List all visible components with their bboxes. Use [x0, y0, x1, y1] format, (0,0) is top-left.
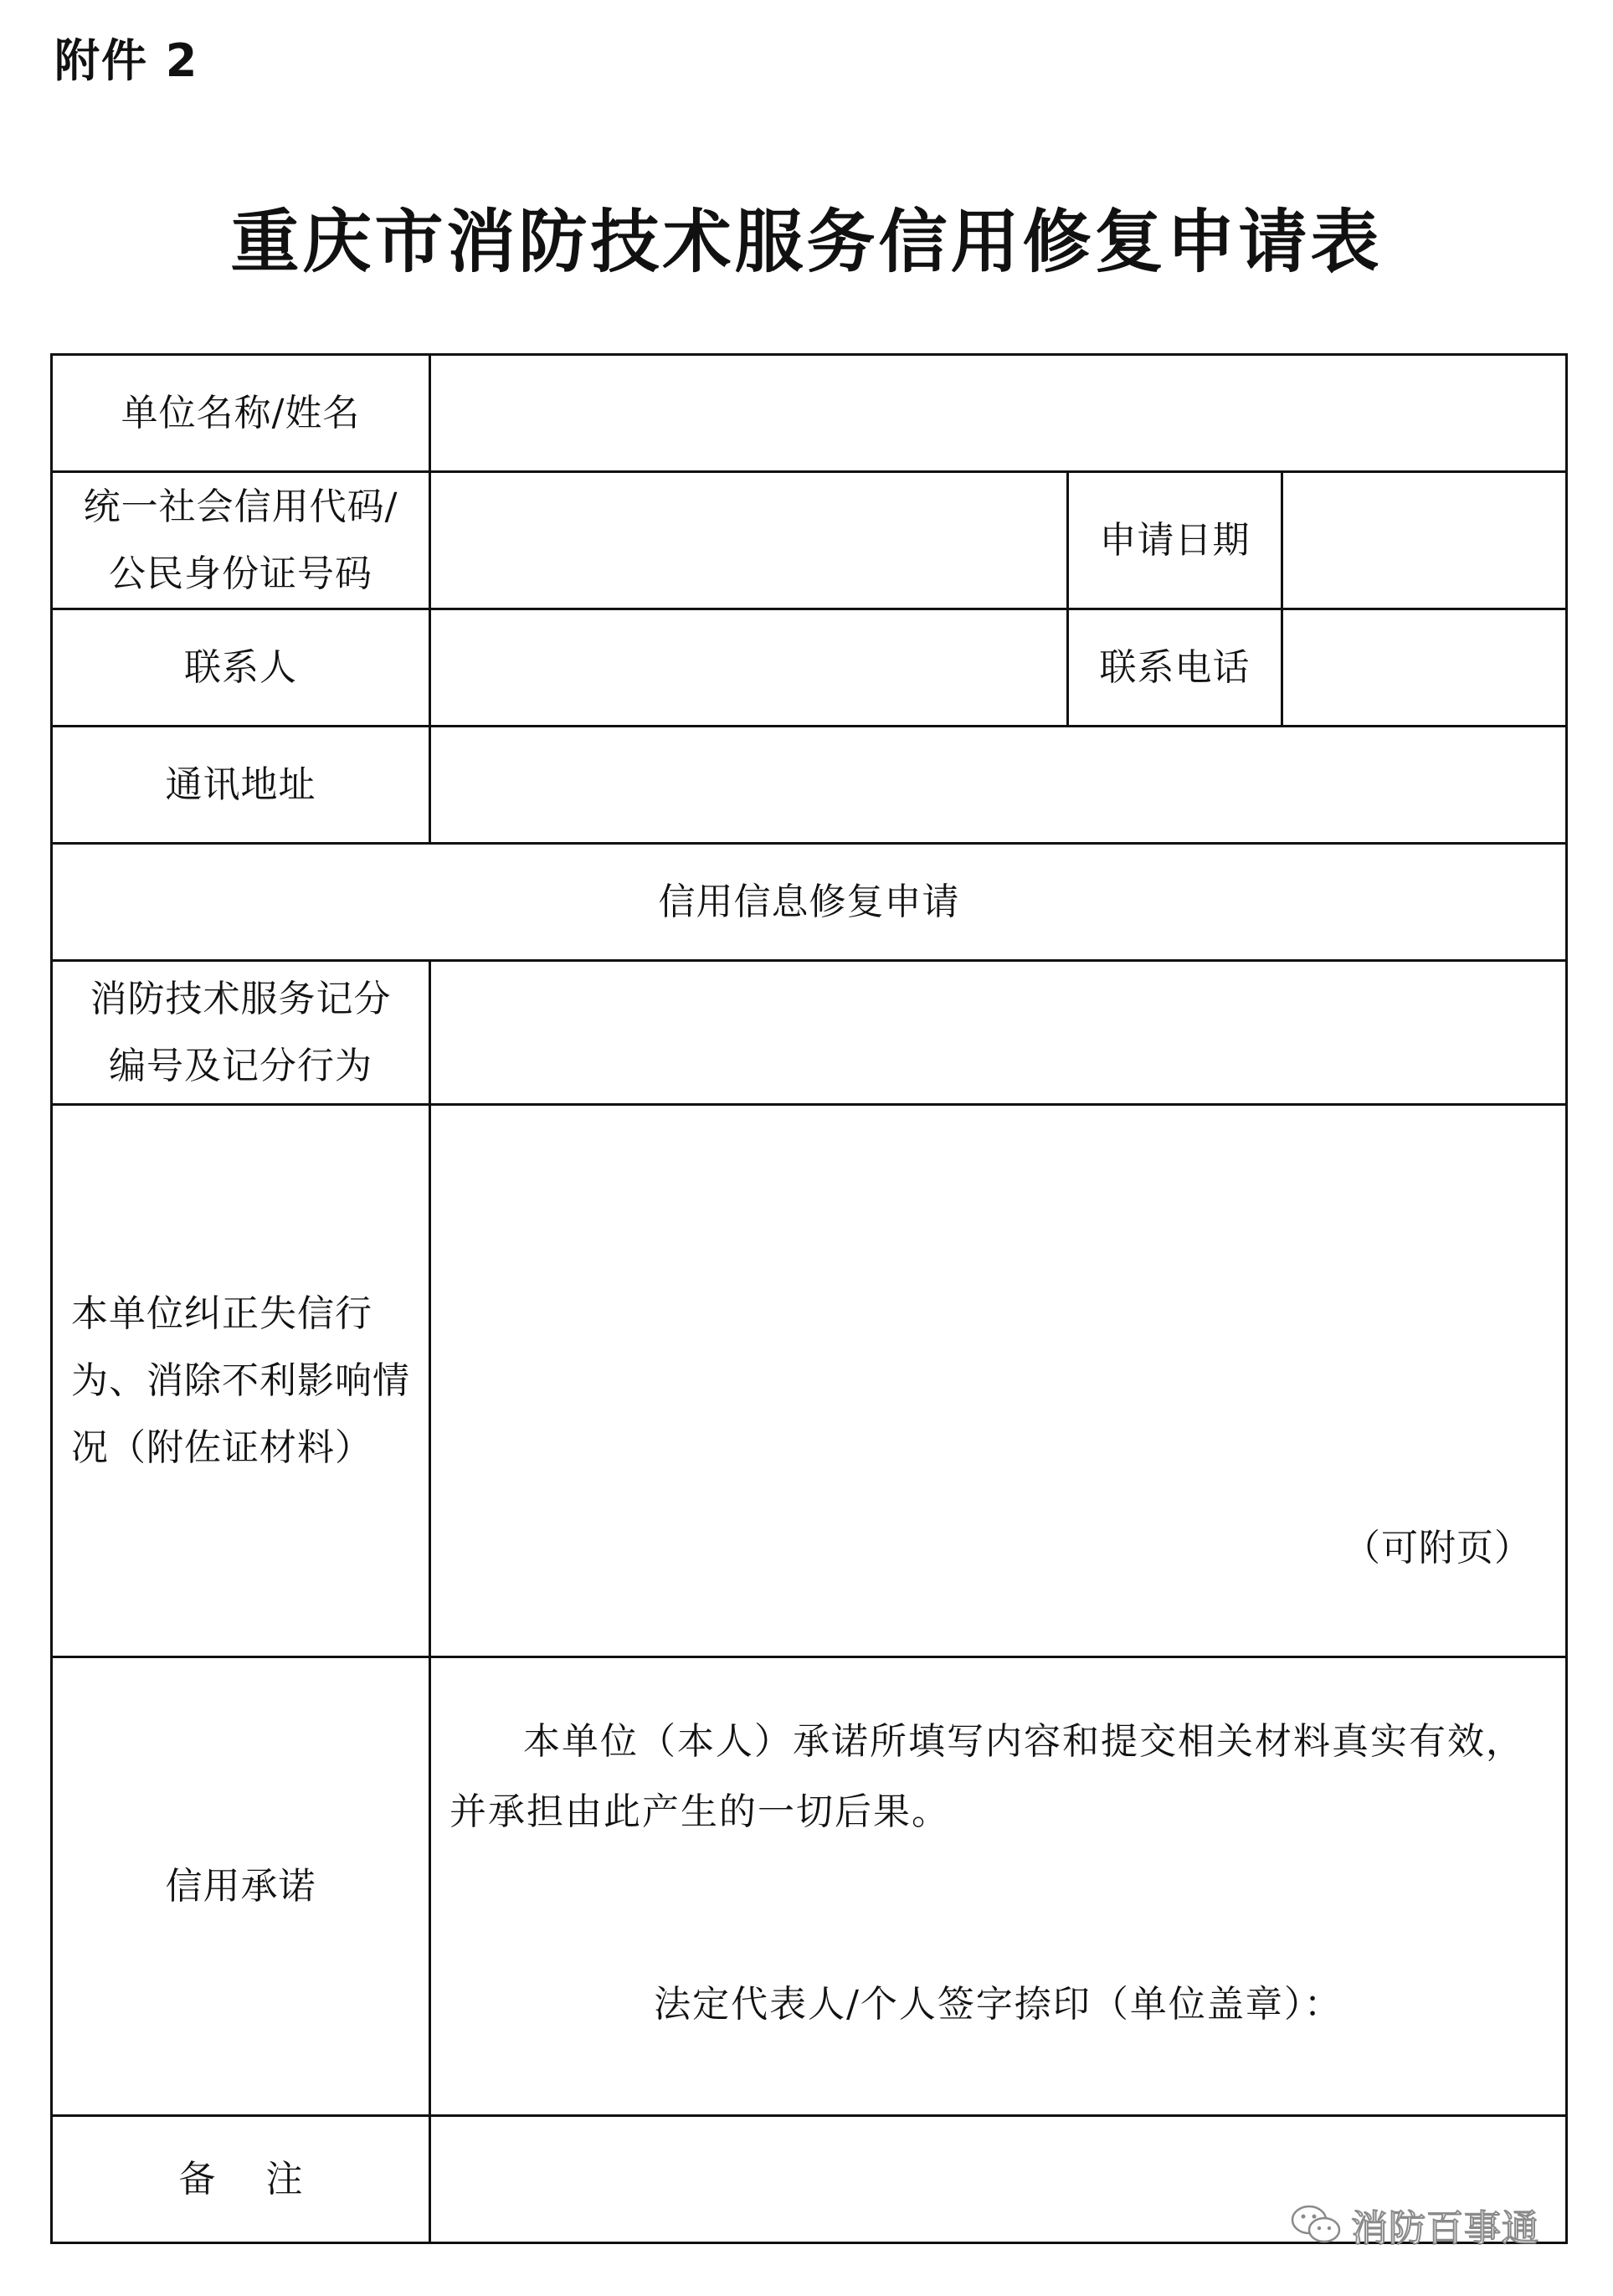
credit-code-label-cell	[52, 472, 430, 609]
credit-code-label-line1: 统一社会信用代码/	[83, 485, 398, 528]
row-commitment	[52, 1657, 1567, 2116]
row-record	[52, 961, 1567, 1105]
address-field[interactable]	[430, 727, 1567, 844]
section-title: 信用信息修复申请	[658, 880, 960, 923]
contact-phone-label-cell	[1068, 609, 1282, 727]
row-correction	[52, 1105, 1567, 1657]
document-title: 重庆市消防技术服务信用修复申请表	[230, 203, 1383, 282]
contact-person-label-cell	[52, 609, 430, 727]
commitment-cell	[430, 1657, 1567, 2116]
contact-person-label: 联系人	[184, 645, 297, 689]
contact-phone-field[interactable]	[1282, 609, 1567, 727]
correction-label-line1: 本单位纠正失信行	[71, 1292, 372, 1335]
unit-name-label: 单位名称/姓名	[121, 391, 361, 434]
unit-name-field[interactable]	[430, 355, 1567, 472]
record-label-cell	[52, 961, 430, 1105]
unit-name-label-cell	[52, 355, 430, 472]
correction-label-cell	[52, 1105, 430, 1657]
row-contact	[52, 609, 1567, 727]
row-section-title	[52, 844, 1567, 961]
correction-label-line3: 况（附佐证材料）	[71, 1425, 372, 1469]
remarks-label-cell	[52, 2116, 430, 2243]
row-address	[52, 727, 1567, 844]
record-field[interactable]	[430, 961, 1567, 1105]
correction-label-line2: 为、消除不利影响情	[71, 1359, 410, 1402]
row-unit-name	[52, 355, 1567, 472]
apply-date-label-cell	[1068, 472, 1282, 609]
record-label-line1: 消防技术服务记分	[90, 977, 392, 1020]
watermark	[1289, 2198, 1539, 2252]
commitment-label-cell	[52, 1657, 430, 2116]
wechat-icon	[1289, 2203, 1343, 2247]
correction-field[interactable]	[430, 1105, 1567, 1657]
contact-phone-label: 联系电话	[1099, 645, 1251, 689]
credit-code-label-line2: 公民身份证号码	[109, 552, 372, 595]
attachment-label: 附件 2	[54, 34, 199, 87]
application-form-table	[50, 353, 1568, 2244]
address-label-cell	[52, 727, 430, 844]
section-title-cell	[52, 844, 1567, 961]
contact-person-field[interactable]	[430, 609, 1068, 727]
correction-label	[71, 1281, 410, 1482]
apply-date-label: 申请日期	[1099, 518, 1251, 562]
row-credit-code	[52, 472, 1567, 609]
apply-date-field[interactable]	[1282, 472, 1567, 609]
credit-code-field[interactable]	[430, 472, 1068, 609]
commitment-label: 信用承诺	[165, 1864, 316, 1908]
attach-note: （可附页）	[1343, 1527, 1532, 1569]
commitment-text: 本单位（本人）承诺所填写内容和提交相关材料真实有效，并承担由此产生的一切后果。	[449, 1720, 1524, 1833]
watermark-text: 消防百事通	[1351, 2207, 1539, 2250]
signature-line: 法定代表人/个人签字捺印（单位盖章）：	[654, 1983, 1343, 2026]
remarks-label: 备注	[178, 2157, 353, 2201]
address-label: 通讯地址	[165, 763, 316, 806]
record-label-line2: 编号及记分行为	[109, 1044, 372, 1087]
